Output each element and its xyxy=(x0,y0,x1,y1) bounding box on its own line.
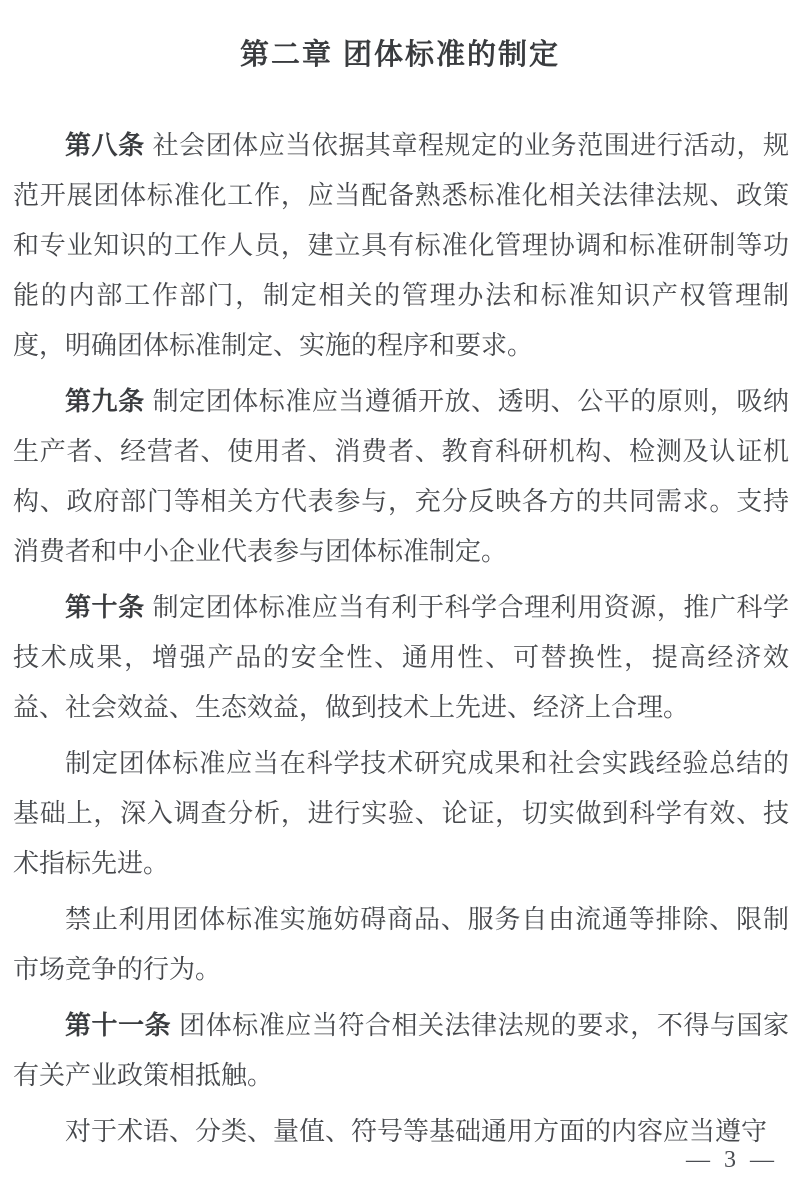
paragraph-article-11-continued xyxy=(13,1107,789,1157)
article-10-number: 第十条 xyxy=(65,593,145,622)
article-8-number: 第八条 xyxy=(65,131,145,160)
article-8-text: 社会团体应当依据其章程规定的业务范围进行活动，规范开展团体标准化工作，应当配备熟悉标准化相关法律法规、政策和专业知识的工作人员，建立具有标准化管理协调和标准研制等功能的内部工作部门，制定相关的管理办法和标准知识产权管理制度，明确团体标准制定、实施的程序和要求。 xyxy=(13,131,789,360)
paragraph-article-10-prohibition xyxy=(13,895,789,995)
article-11-text: 团体标准应当符合相关法律法规的要求，不得与国家有关产业政策相抵触。 xyxy=(13,1011,789,1090)
article-10-text: 制定团体标准应当有利于科学合理利用资源，推广科学技术成果，增强产品的安全性、通用性、可替换性，提高经济效益、社会效益、生态效益，做到技术上先进、经济上合理。 xyxy=(13,593,789,722)
paragraph-article-9 xyxy=(13,377,789,577)
article-9-text: 制定团体标准应当遵循开放、透明、公平的原则，吸纳生产者、经营者、使用者、消费者、教育科研机构、检测及认证机构、政府部门等相关方代表参与，充分反映各方的共同需求。支持消费者和中小企业代表参与团体标准制定。 xyxy=(13,387,789,566)
paragraph-article-10-continued xyxy=(13,739,789,889)
paragraph-article-10 xyxy=(13,583,789,733)
article-11-number: 第十一条 xyxy=(65,1011,172,1040)
chapter-title: 第二章 团体标准的制定 xyxy=(239,39,561,72)
page-number: — 3 — xyxy=(686,1147,778,1173)
article-10-continued-text: 制定团体标准应当在科学技术研究成果和社会实践经验总结的基础上，深入调查分析，进行实验、论证，切实做到科学有效、技术指标先进。 xyxy=(13,749,789,878)
paragraph-article-11 xyxy=(13,1001,789,1101)
article-9-number: 第九条 xyxy=(65,387,145,416)
document-body xyxy=(13,121,789,1157)
article-10-prohibition-text: 禁止利用团体标准实施妨碍商品、服务自由流通等排除、限制市场竞争的行为。 xyxy=(13,905,789,984)
article-11-continued-text: 对于术语、分类、量值、符号等基础通用方面的内容应当遵守 xyxy=(65,1117,768,1146)
paragraph-article-8 xyxy=(13,121,789,371)
